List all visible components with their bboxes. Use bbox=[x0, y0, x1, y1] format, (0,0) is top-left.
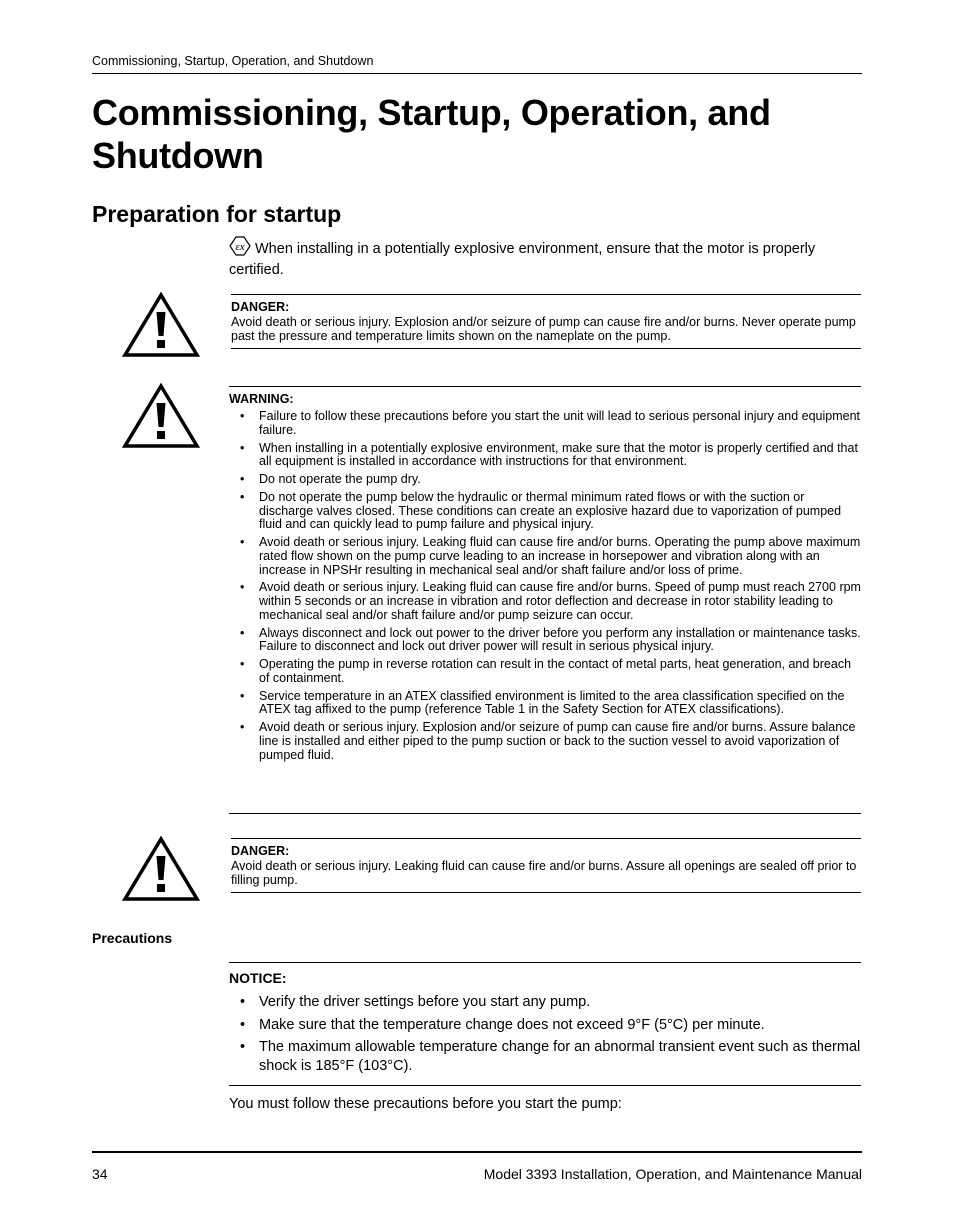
ex-hazardous-area-icon bbox=[229, 236, 251, 261]
running-header: Commissioning, Startup, Operation, and Shutdown bbox=[92, 54, 374, 68]
danger-text: Avoid death or serious injury. Leaking fluid can cause fire and/or burns. Assure all openings are sealed off prior to filling pump. bbox=[231, 859, 857, 887]
warning-list bbox=[229, 410, 861, 762]
ex-note-text: When installing in a potentially explosive environment, ensure that the motor is properly certified. bbox=[229, 241, 816, 278]
list-item: • Do not operate the pump below the hydraulic or thermal minimum rated flows or with the suction or discharge valves closed. These conditions can create an explosive hazard due to vaporization of pumped fluid and can quickly lead to pump failure and physical injury. bbox=[229, 491, 861, 532]
danger-text: Avoid death or serious injury. Explosion and/or seizure of pump can cause fire and/or burns. Never operate pump past the pressure and temperature limits shown on the nameplate on the pump. bbox=[231, 315, 856, 343]
danger-label: DANGER: bbox=[231, 300, 290, 314]
list-item: • Do not operate the pump dry. bbox=[229, 473, 861, 487]
list-item: • Make sure that the temperature change does not exceed 9°F (5°C) per minute. bbox=[229, 1016, 861, 1035]
warning-label: WARNING: bbox=[229, 392, 294, 406]
notice-label: NOTICE: bbox=[229, 970, 287, 986]
warning-triangle-icon bbox=[122, 836, 200, 902]
ex-note bbox=[229, 236, 859, 279]
header-rule bbox=[92, 73, 862, 74]
page-number: 34 bbox=[92, 1166, 108, 1182]
list-item: • Avoid death or serious injury. Leaking fluid can cause fire and/or burns. Speed of pump must reach 2700 rpm within 5 seconds or an increase in vibration and rotor deflection and decrease in rotor stability leading to mechanical seal and/or shaft failure and/or pump seizure can occur. bbox=[229, 581, 861, 622]
danger-callout-2 bbox=[231, 838, 861, 893]
danger-label: DANGER: bbox=[231, 844, 290, 858]
list-item: • Avoid death or serious injury. Leaking fluid can cause fire and/or burns. Operating the pump above maximum rated flow shown on the pump curve leading to an increase in horsepower and vibration along with an increase in NPSHr resulting in mechanical seal and/or shaft failure and/or loss of prime. bbox=[229, 536, 861, 577]
list-item: • Failure to follow these precautions before you start the unit will lead to serious personal injury and equipment failure. bbox=[229, 410, 861, 437]
footer-rule bbox=[92, 1151, 862, 1153]
list-item: • Operating the pump in reverse rotation can result in the contact of metal parts, heat generation, and breach of containment. bbox=[229, 658, 861, 685]
list-item: • Avoid death or serious injury. Explosion and/or seizure of pump can cause fire and/or burns. Assure balance line is installed and either piped to the pump suction or back to the suction vessel to avoid vaporization of pumped fluid. bbox=[229, 721, 861, 762]
warning-triangle-icon bbox=[122, 292, 200, 358]
warning-callout bbox=[229, 386, 861, 814]
list-item: • Always disconnect and lock out power to the driver before you perform any installation or maintenance tasks. Failure to disconnect and lock out driver power will result in serious physical injury. bbox=[229, 627, 861, 654]
list-item: • The maximum allowable temperature change for an abnormal transient event such as thermal shock is 185°F (103°C). bbox=[229, 1038, 861, 1076]
list-item: • Service temperature in an ATEX classified environment is limited to the area classification specified on the ATEX tag affixed to the pump (reference Table 1 in the Safety Section for ATEX classifications). bbox=[229, 690, 861, 717]
manual-title: Model 3393 Installation, Operation, and Maintenance Manual bbox=[483, 1166, 862, 1182]
notice-callout bbox=[229, 962, 861, 1086]
closing-paragraph: You must follow these precautions before you start the pump: bbox=[229, 1096, 622, 1112]
warning-triangle-icon bbox=[122, 383, 200, 449]
chapter-title: Commissioning, Startup, Operation, and Shutdown bbox=[92, 92, 771, 176]
list-item: • Verify the driver settings before you start any pump. bbox=[229, 993, 861, 1012]
svg-text:εx: εx bbox=[235, 241, 245, 253]
precautions-heading: Precautions bbox=[92, 930, 173, 946]
danger-callout-1 bbox=[231, 294, 861, 349]
section-title: Preparation for startup bbox=[92, 201, 342, 227]
notice-list bbox=[229, 993, 861, 1076]
list-item: • When installing in a potentially explosive environment, make sure that the motor is properly certified and that all equipment is installed in accordance with instructions for that environment. bbox=[229, 442, 861, 469]
